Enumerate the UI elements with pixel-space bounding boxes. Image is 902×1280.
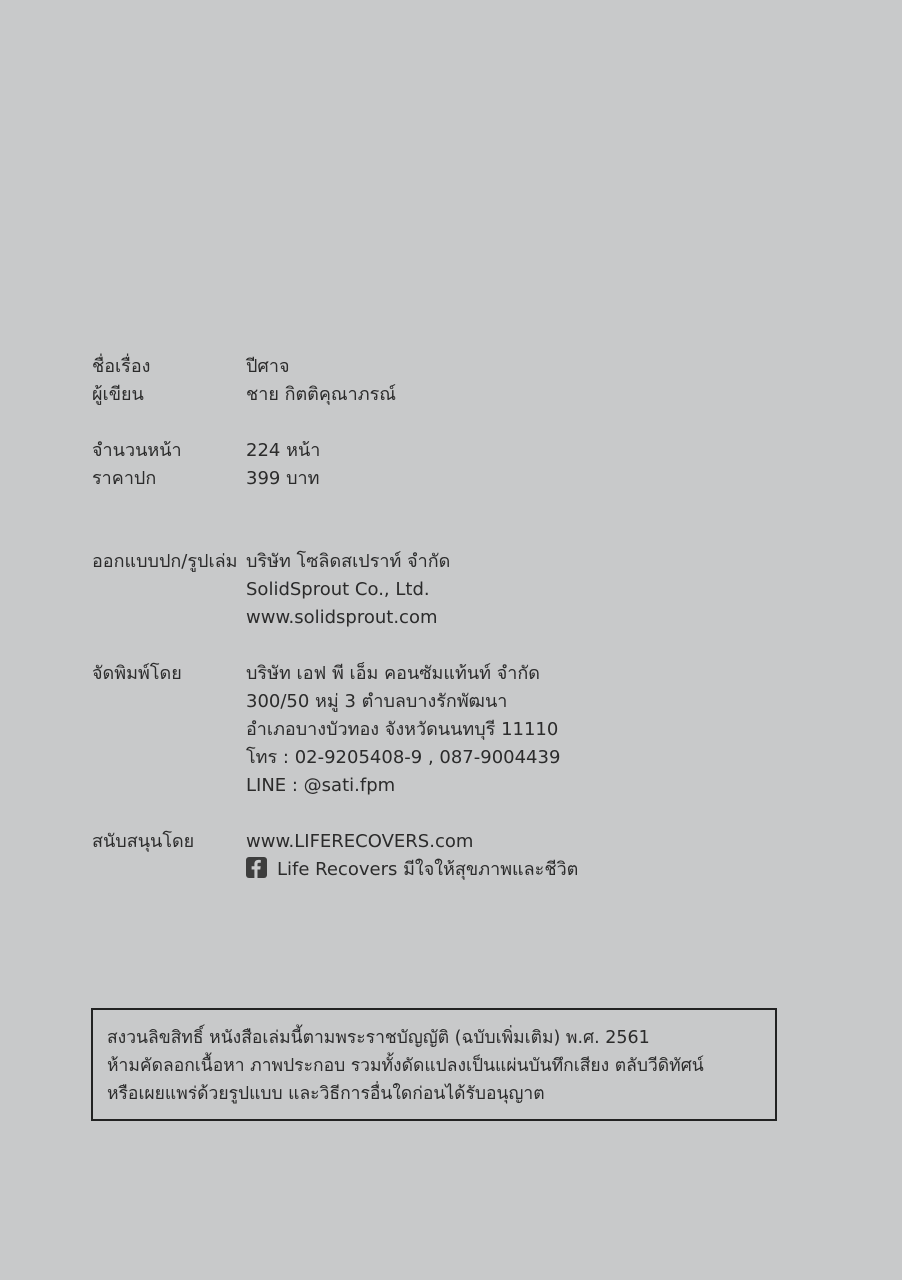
design-company-en: SolidSprout Co., Ltd. — [246, 579, 430, 600]
support-facebook-text: Life Recovers มีใจให้สุขภาพและชีวิต — [277, 859, 579, 880]
support-website[interactable]: www.LIFERECOVERS.com — [246, 831, 474, 852]
notice-line-3: หรือเผยแพร่ด้วยรูปแบบ และวิธีการอื่นใดก่อนได้รับอนุญาต — [107, 1084, 545, 1104]
printer-phone: โทร : 02-9205408-9 , 087-9004439 — [246, 747, 561, 768]
title-value: ปีศาจ — [246, 356, 290, 377]
price-label: ราคาปก — [92, 468, 157, 489]
author-label: ผู้เขียน — [92, 384, 144, 405]
title-label: ชื่อเรื่อง — [92, 356, 151, 377]
printer-address-1: 300/50 หมู่ 3 ตำบลบางรักพัฒนา — [246, 691, 508, 712]
copyright-notice-box — [91, 1008, 777, 1121]
printer-line-id: LINE : @sati.fpm — [246, 775, 396, 796]
pages-label: จำนวนหน้า — [92, 440, 182, 461]
design-company: บริษัท โซลิดสเปราท์ จำกัด — [246, 551, 451, 572]
facebook-icon — [246, 857, 267, 878]
printer-address-2: อำเภอบางบัวทอง จังหวัดนนทบุรี 11110 — [246, 719, 559, 740]
printer-label: จัดพิมพ์โดย — [92, 663, 182, 684]
support-facebook-line[interactable] — [246, 856, 578, 884]
price-value: 399 บาท — [246, 468, 320, 489]
design-website[interactable]: www.solidsprout.com — [246, 607, 438, 628]
support-label: สนับสนุนโดย — [92, 831, 195, 852]
printer-company: บริษัท เอฟ พี เอ็ม คอนซัมแท้นท์ จำกัด — [246, 663, 540, 684]
notice-line-2: ห้ามคัดลอกเนื้อหา ภาพประกอบ รวมทั้งดัดแปลงเป็นแผ่นบันทึกเสียง ตลับวีดิทัศน์ — [107, 1056, 704, 1076]
notice-line-1: สงวนลิขสิทธิ์ หนังสือเล่มนี้ตามพระราชบัญญัติ (ฉบับเพิ่มเติม) พ.ศ. 2561 — [107, 1028, 650, 1048]
design-label: ออกแบบปก/รูปเล่ม — [92, 551, 238, 572]
pages-value: 224 หน้า — [246, 440, 321, 461]
author-value: ชาย กิตติคุณาภรณ์ — [246, 384, 396, 405]
